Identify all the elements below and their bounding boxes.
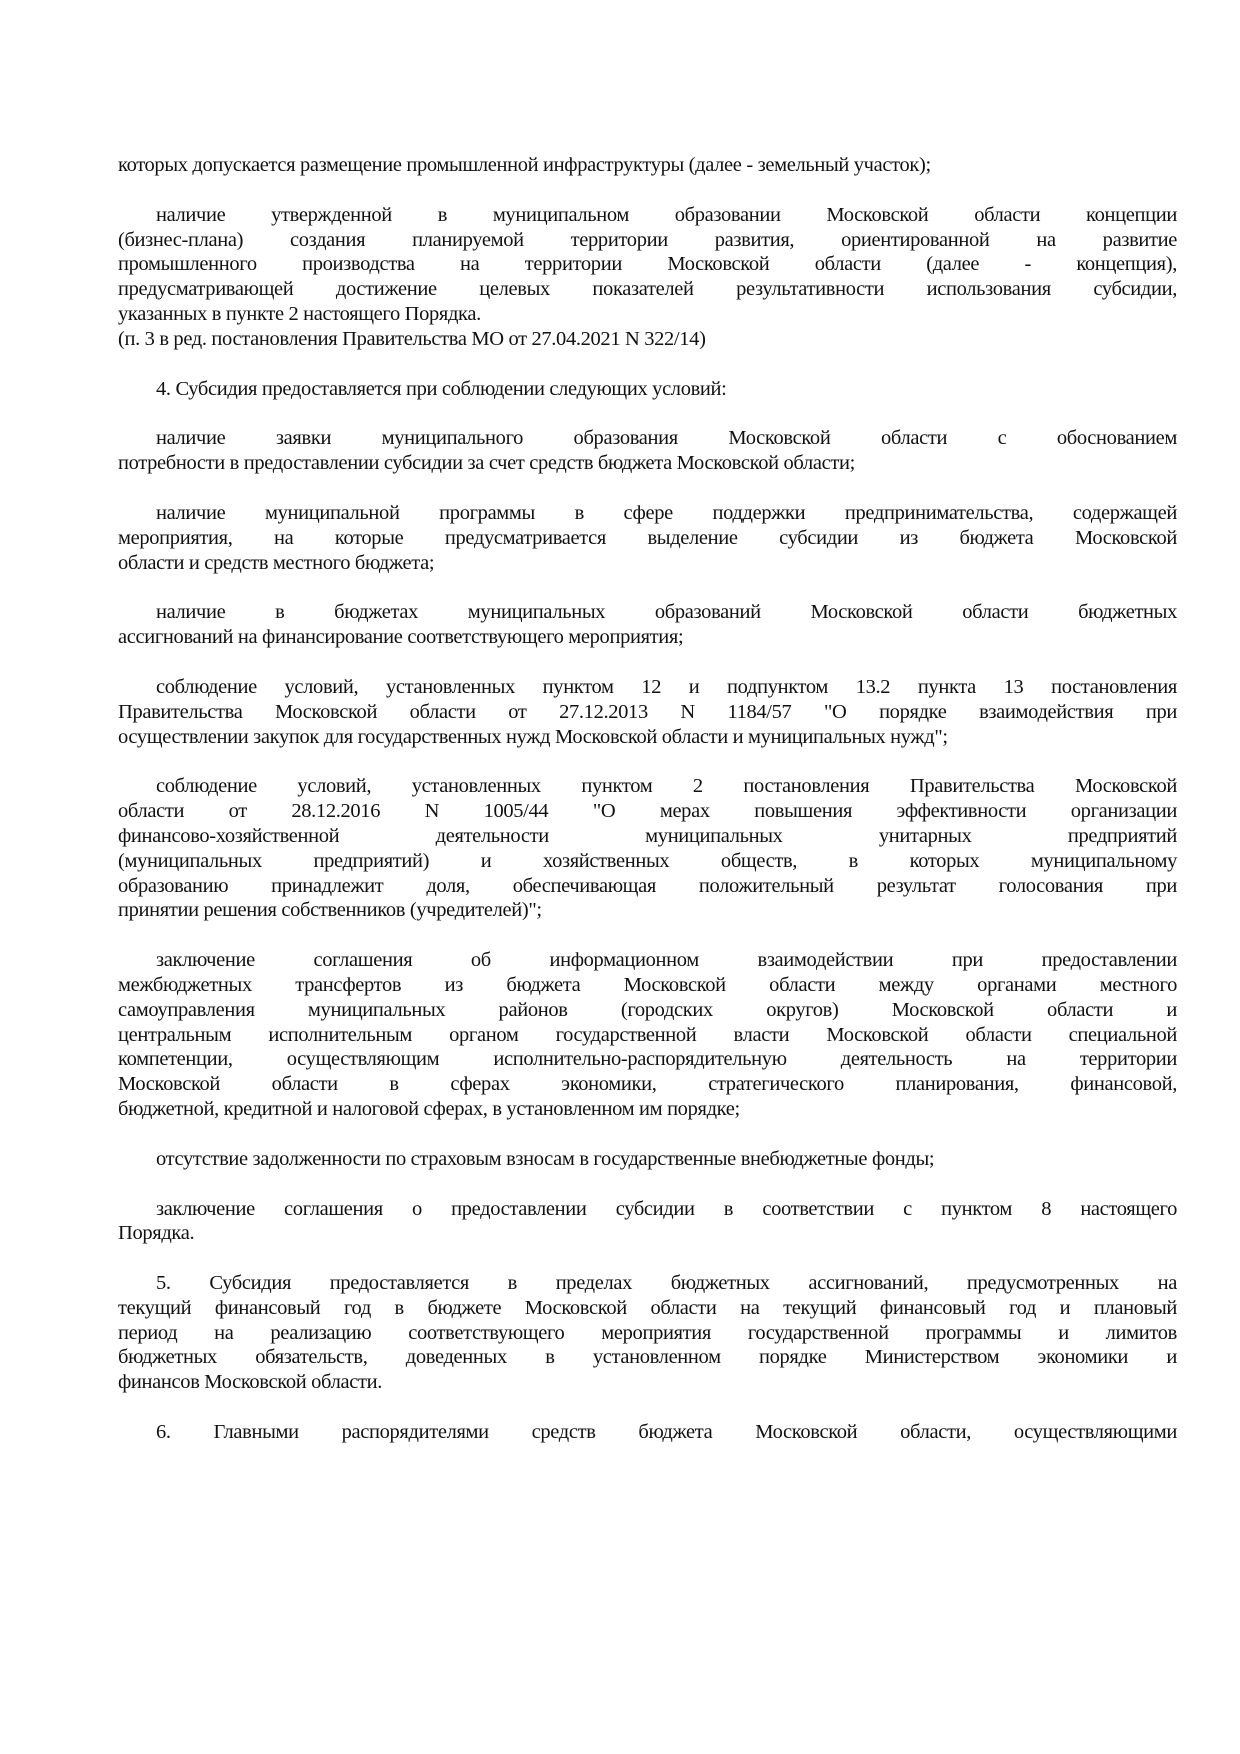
text-line: промышленного производства на территории Московской области (далее - концепция),: [118, 253, 1177, 276]
text-line: потребности в предоставлении субсидии за счет средств бюджета Московской области;: [118, 452, 855, 475]
text-line: финансово-хозяйственной деятельности муниципальных унитарных предприятий: [118, 824, 1177, 847]
text-line: указанных в пункте 2 настоящего Порядка.: [118, 302, 481, 325]
text-line: (п. 3 в ред. постановления Правительства МО от 27.04.2021 N 322/14): [118, 327, 706, 350]
text-line: самоуправления муниципальных районов (городских округов) Московской области и: [118, 998, 1177, 1021]
document-page: [118, 153, 1177, 1445]
text-line: межбюджетных трансфертов из бюджета Московской области между органами местного: [118, 973, 1177, 996]
text-line: 4. Субсидия предоставляется при соблюдении следующих условий:: [156, 377, 727, 400]
text-line: текущий финансовый год в бюджете Московской области на текущий финансовый год и плановый: [118, 1296, 1177, 1319]
text-line: наличие заявки муниципального образования Московской области с обоснованием: [156, 427, 1177, 450]
paragraph: [118, 1147, 1177, 1172]
text-line: ассигнований на финансирование соответствующего мероприятия;: [118, 626, 684, 649]
paragraph: [118, 153, 1177, 178]
paragraph: [118, 1271, 1177, 1395]
text-line: бюджетной, кредитной и налоговой сферах, в установленном им порядке;: [118, 1097, 740, 1120]
text-line: 6. Главными распорядителями средств бюджета Московской области, осуществляющими: [156, 1421, 1177, 1444]
text-line: финансов Московской области.: [118, 1371, 382, 1394]
paragraph: [118, 426, 1177, 476]
paragraph: [118, 327, 1177, 352]
text-line: компетенции, осуществляющим исполнительно-распорядительную деятельность на территории: [118, 1048, 1177, 1071]
paragraph: [118, 600, 1177, 650]
text-line: (бизнес-плана) создания планируемой территории развития, ориентированной на развитие: [118, 228, 1177, 251]
paragraph: [118, 1197, 1177, 1247]
text-line: 5. Субсидия предоставляется в пределах бюджетных ассигнований, предусмотренных на: [156, 1272, 1177, 1295]
text-line: области и средств местного бюджета;: [118, 551, 435, 574]
text-line: наличие в бюджетах муниципальных образований Московской области бюджетных: [156, 601, 1177, 624]
text-line: которых допускается размещение промышленной инфраструктуры (далее - земельный участок);: [118, 154, 931, 176]
text-line: соблюдение условий, установленных пунктом 2 постановления Правительства Московской: [156, 775, 1177, 798]
text-line: соблюдение условий, установленных пунктом 12 и подпунктом 13.2 пункта 13 постановления: [156, 675, 1177, 698]
text-line: принятии решения собственников (учредителей)";: [118, 899, 542, 922]
text-line: образованию принадлежит доля, обеспечивающая положительный результат голосования при: [118, 874, 1177, 897]
text-line: заключение соглашения о предоставлении субсидии в соответствии с пунктом 8 настоящего: [156, 1197, 1177, 1220]
text-line: центральным исполнительным органом государственной власти Московской области специальной: [118, 1023, 1177, 1046]
paragraph: [118, 1420, 1177, 1445]
text-line: наличие утвержденной в муниципальном образовании Московской области концепции: [156, 203, 1177, 226]
paragraph: [118, 774, 1177, 923]
text-line: бюджетных обязательств, доведенных в установленном порядке Министерством экономики и: [118, 1346, 1177, 1369]
text-line: период на реализацию соответствующего мероприятия государственной программы и лимитов: [118, 1321, 1177, 1344]
text-line: области от 28.12.2016 N 1005/44 "О мерах повышения эффективности организации: [118, 800, 1177, 823]
text-line: Порядка.: [118, 1222, 195, 1245]
paragraph: [118, 501, 1177, 575]
text-line: предусматривающей достижение целевых показателей результативности использования субсидии,: [118, 278, 1177, 301]
text-line: мероприятия, на которые предусматривается выделение субсидии из бюджета Московской: [118, 526, 1177, 549]
text-line: отсутствие задолженности по страховым взносам в государственные внебюджетные фонды;: [156, 1147, 935, 1170]
text-line: наличие муниципальной программы в сфере поддержки предпринимательства, содержащей: [156, 501, 1177, 524]
paragraph: [118, 948, 1177, 1122]
text-line: заключение соглашения об информационном взаимодействии при предоставлении: [156, 949, 1177, 972]
text-line: осуществлении закупок для государственных нужд Московской области и муниципальных нужд";: [118, 725, 948, 748]
paragraph: [118, 203, 1177, 327]
text-line: Московской области в сферах экономики, стратегического планирования, финансовой,: [118, 1073, 1177, 1096]
text-line: Правительства Московской области от 27.12.2013 N 1184/57 "О порядке взаимодействия при: [118, 700, 1177, 723]
paragraph: [118, 377, 1177, 402]
text-line: (муниципальных предприятий) и хозяйственных обществ, в которых муниципальному: [118, 849, 1177, 872]
paragraph: [118, 675, 1177, 749]
